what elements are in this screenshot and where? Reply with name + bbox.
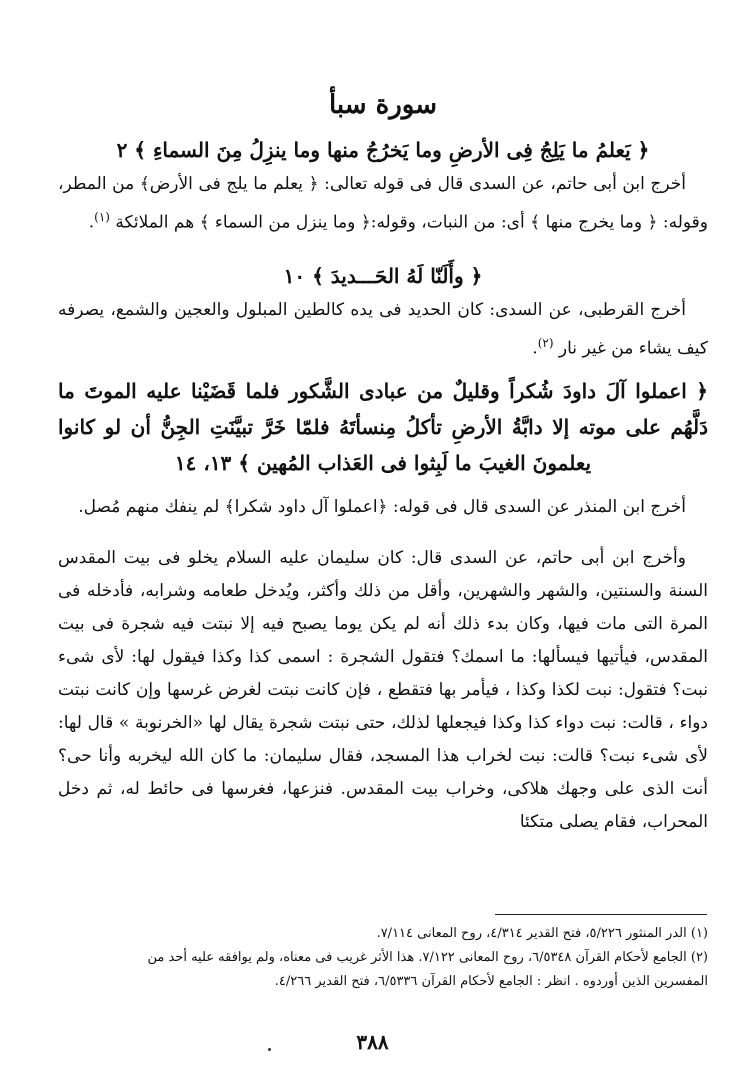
printer-dot <box>268 1048 271 1051</box>
commentary-text: أخرج ابن أبى حاتم، عن السدى قال فى قوله تعالى: ﴿ يعلم ما يلج فى الأرض﴾ من المطر، وقوله: ﴿ وما يخرج منها ﴾ أى: من النبات، وقوله:﴿ وما ينزل من السماء ﴾ هم الملائكة <box>58 174 708 233</box>
footnote-2-cont: المفسرين الذين أوردوه . انظر : الجامع لأحكام القرآن ٦/٥٣٣٦، فتح القدير ٤/٢٦٦. <box>274 974 708 989</box>
commentary-verse-14: وأخرج ابن أبى حاتم، عن السدى قال: كان سليمان عليه السلام يخلو فى بيت المقدس السنة والسنتين، والشهر والشهرين، وأقل من ذلك وأكثر، ويُدخل طعامه وشرابه، فأدخله فى المرة التى مات فيها، وكان بدء ذلك أنه لم يكن يوما يصبح فيه إلا نبتت فيه شجرة فى بيت المقدس، فيأتيها فيسألها: ما اسمك؟ فتقول الشجرة : اسمى كذا وكذا فيقول لها: لأى شىء نبت؟ فتقول: نبت لكذا وكذا ، فيأمر بها فتقطع ، فإن كانت نبتت لغرض غرسها وإن كانت نبتت دواء ، قالت: نبت دواء كذا وكذا فيجعلها لذلك، حتى نبتت شجرة يقال لها «الخرنوبة » قال لها: لأى شىء نبت؟ قالت: نبت لخراب هذا المسجد، فقال سليمان: ما كان الله ليخربه وأنا حى؟ أنت الذى على وجهك هلاكى، وخراب بيت المقدس. فنزعها، فغرسها فى حائط له، ثم دخل المحراب، فقام يصلى متكئا <box>58 548 708 833</box>
footnote-1: (١) الدر المنثور ٥/٢٢٦، فتح القدير ٤/٣١٤، روح المعانى ٧/١١٤. <box>376 926 708 941</box>
footnote-ref-2: (٢) <box>537 335 554 350</box>
page-number: ٣٨٨ <box>356 1030 389 1054</box>
commentary-verse-10: أخرج القرطبى، عن السدى: كان الحديد فى يده كالطين المبلول والعجين والشمع، يصرفه كيف يشاء من غير نار $^{(٢)}$. <box>58 299 708 359</box>
footnotes <box>40 922 708 994</box>
footnote-2: (٢) الجامع لأحكام القرآن ٦/٥٣٤٨، روح المعانى ٧/١٢٢. هذا الأثر غريب فى معناه، ولم يوافقه عليه أحد من <box>147 950 708 965</box>
commentary-verse-2: أخرج ابن أبى حاتم، عن السدى قال فى قوله تعالى: ﴿ يعلم ما يلج فى الأرض﴾ من المطر، وقوله: ﴿ وما يخرج منها ﴾ أى: من النبات، وقوله:﴿ وما ينزل من السماء ﴾ هم الملائكة $^{(١)}$. <box>58 174 708 233</box>
commentary-text: أخرج القرطبى، عن السدى: كان الحديد فى يده كالطين المبلول والعجين والشمع، يصرفه كيف يشاء من غير نار <box>58 299 708 359</box>
footnote-ref-1: (١) <box>94 210 110 224</box>
footnote-divider <box>495 914 707 915</box>
page-body <box>58 88 708 847</box>
surah-title: سورة سبأ <box>329 90 437 120</box>
verse-13-14: ﴿ اعملوا آلَ داودَ شُكراً وقليلٌ من عبادى الشَّكور فلما قَضَيْنا عليه الموتَ ما دَلَّهُم على موته إلا دابَّةُ الأرضِ تأكلُ مِنسأتَهُ فلمّا خَرَّ تبيَّنَتِ الجِنُّ أن لو كانوا يعلمونَ الغيبَ ما لَبِثوا فى العَذاب المُهين ﴾ ١٣، ١٤ <box>58 379 708 476</box>
commentary-verse-13: أخرج ابن المنذر عن السدى قال فى قوله: ﴿اعملوا آل داود شكرا﴾ لم ينفك منهم مُصل. <box>78 497 686 518</box>
verse-2: ﴿ يَعلمُ ما يَلِجُ فِى الأرضِ وما يَخرُجُ منها وما ينزِلُ مِنَ السماءِ ﴾ ٢ <box>116 138 650 162</box>
verse-10: ﴿ وأَلَنّا لَهُ الحَـــديدَ ﴾ ١٠ <box>283 263 483 288</box>
